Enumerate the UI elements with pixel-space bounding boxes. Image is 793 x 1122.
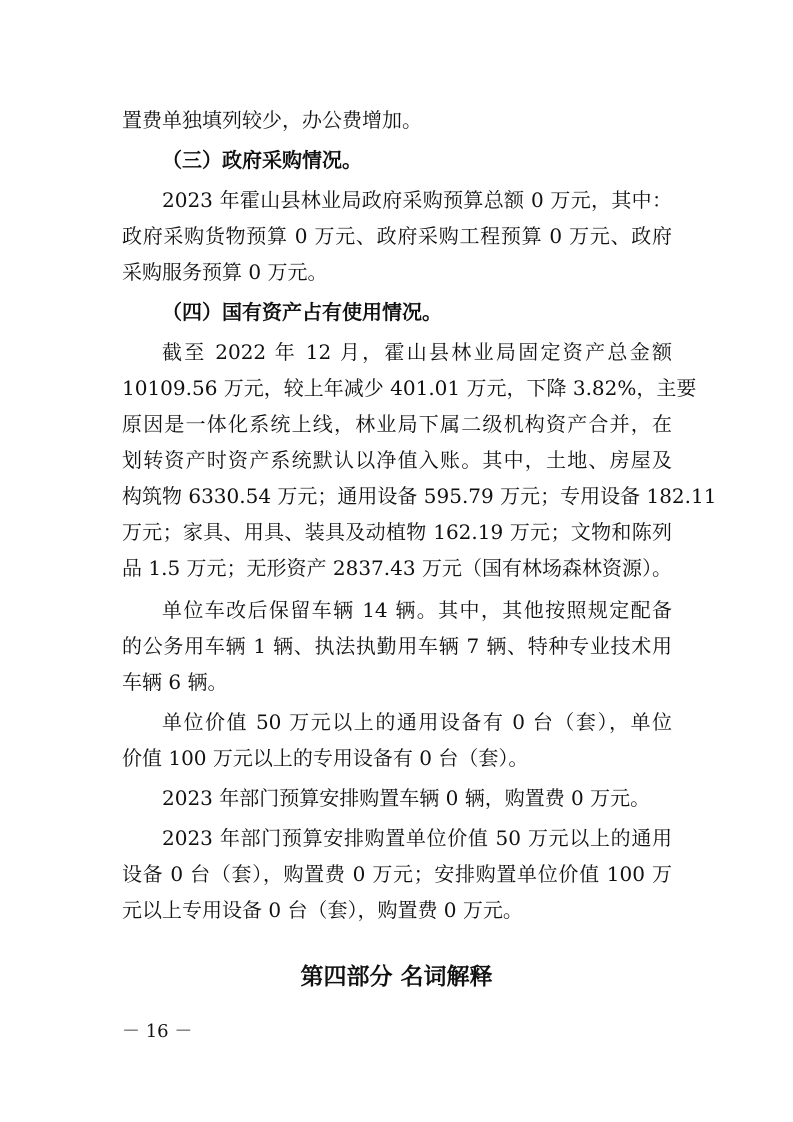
text-line: 10109.56 万元，较上年减少 401.01 万元，下降 3.82%，主要 — [122, 376, 697, 400]
text-line: 构筑物 6330.54 万元；通用设备 595.79 万元；专用设备 182.11 — [122, 484, 717, 508]
text-line: 政府采购货物预算 0 万元、政府采购工程预算 0 万元、政府 — [122, 224, 672, 248]
text-line: 的公务用车辆 1 辆、执法执勤用车辆 7 辆、特种专业技术用 — [122, 634, 672, 658]
text-line: 划转资产时资产系统默认以净值入账。其中，土地、房屋及 — [122, 448, 672, 472]
section-heading-state-assets: （四）国有资产占有使用情况。 — [162, 300, 442, 324]
text-line: 截至 2022 年 12 月，霍山县林业局固定资产总金额 — [162, 340, 672, 364]
text-line: 原因是一体化系统上线，林业局下属二级机构资产合并，在 — [122, 412, 672, 436]
text-line: 价值 100 万元以上的专用设备有 0 台（套）。 — [122, 746, 529, 770]
text-line: 车辆 6 辆。 — [122, 670, 228, 694]
text-line: 单位车改后保留车辆 14 辆。其中，其他按照规定配备 — [162, 598, 672, 622]
text-line: 单位价值 50 万元以上的通用设备有 0 台（套），单位 — [162, 710, 672, 734]
section-heading-government-procurement: （三）政府采购情况。 — [162, 148, 362, 172]
text-line: 设备 0 台（套），购置费 0 万元；安排购置单位价值 100 万 — [122, 862, 672, 886]
part-title: 第四部分 名词解释 — [300, 964, 493, 990]
text-line: 万元；家具、用具、装具及动植物 162.19 万元；文物和陈列 — [122, 520, 672, 544]
text-line: 2023 年部门预算安排购置单位价值 50 万元以上的通用 — [162, 826, 672, 850]
text-line: 2023 年部门预算安排购置车辆 0 辆，购置费 0 万元。 — [162, 786, 651, 810]
text-line: 置费单独填列较少，办公费增加。 — [122, 108, 422, 132]
page-number: － 16 － — [122, 1021, 193, 1042]
text-line: 采购服务预算 0 万元。 — [122, 260, 328, 284]
text-line: 元以上专用设备 0 台（套），购置费 0 万元。 — [122, 898, 523, 922]
text-line: 2023 年霍山县林业局政府采购预算总额 0 万元，其中： — [162, 188, 672, 212]
text-line: 品 1.5 万元；无形资产 2837.43 万元（国有林场森林资源）。 — [122, 556, 672, 580]
